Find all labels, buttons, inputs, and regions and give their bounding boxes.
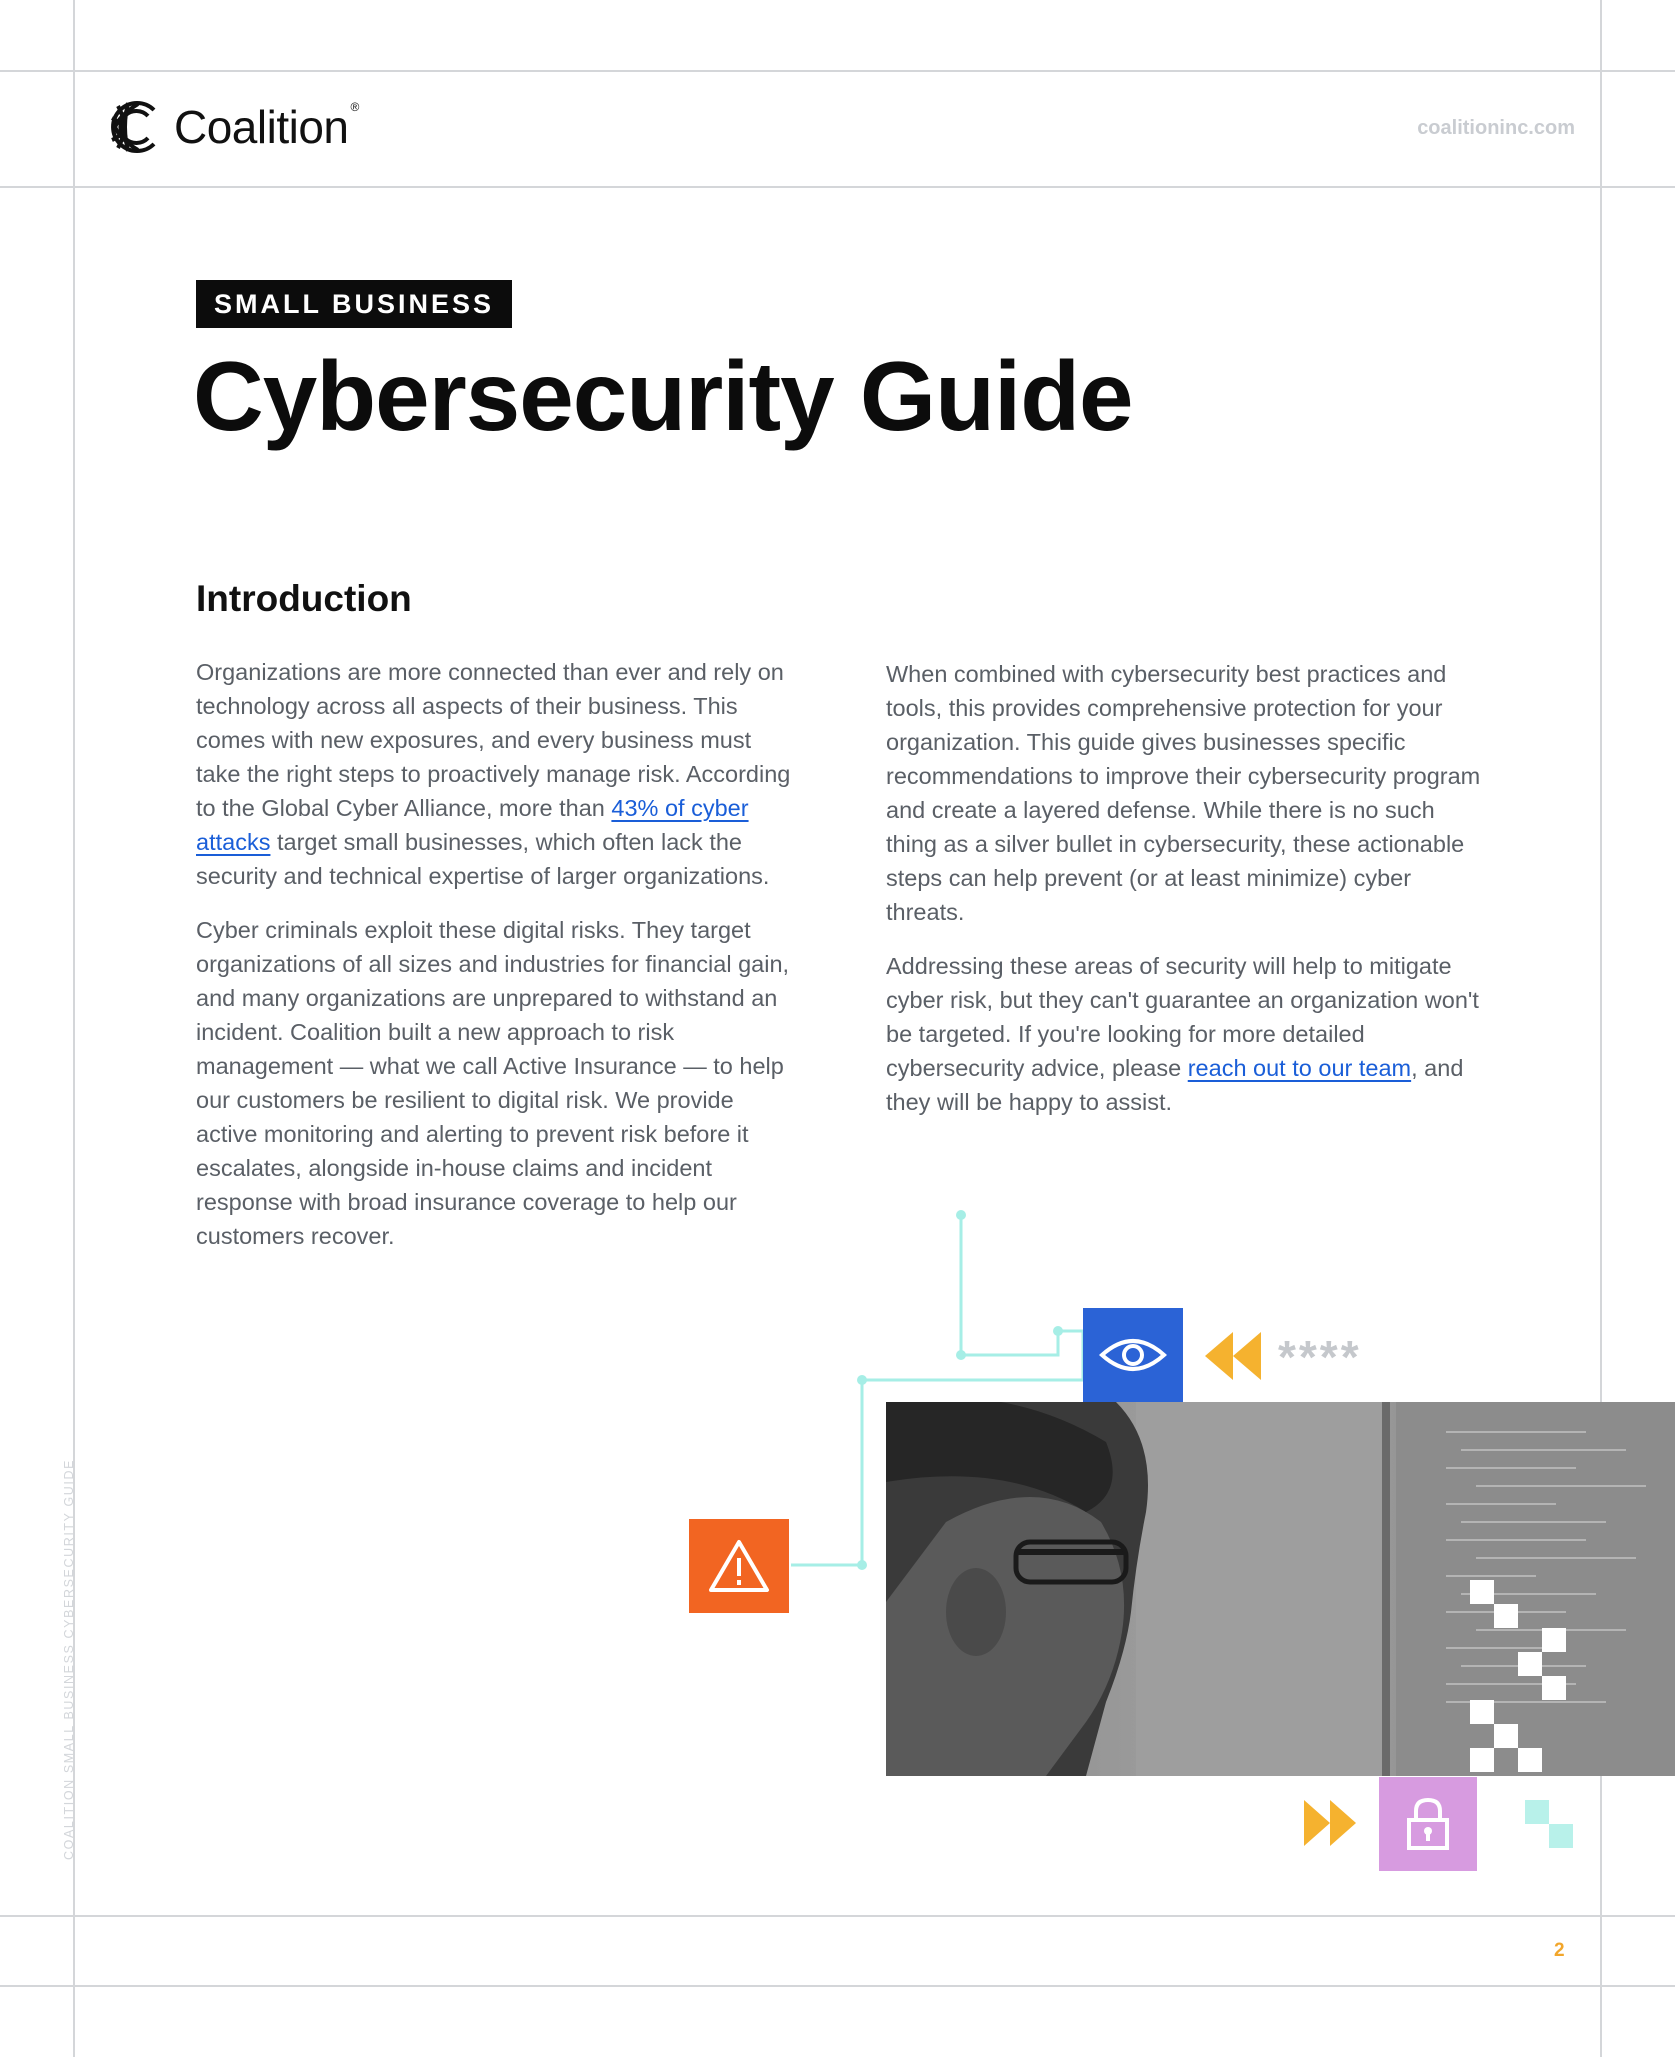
- eye-icon: [1098, 1333, 1168, 1377]
- page-title: Cybersecurity Guide: [193, 341, 1133, 451]
- paragraph-text: Addressing these areas of security will help to mitigate cyber risk, but they can't guarantee an organization won't be targeted. If you're looking for more detailed cybersecurity advice, please: [886, 953, 1479, 1081]
- header-rule: [0, 186, 1675, 188]
- bottom-rule: [0, 1985, 1675, 1987]
- page-number: 2: [1554, 1940, 1565, 1961]
- fast-forward-icon: [1304, 1800, 1356, 1846]
- paragraph-text: Organizations are more connected than ever and rely on technology across all aspects of their business. This comes with new exposures, and every business must take the right steps to proactively manage risk. According to the Global Cyber Alliance, more than: [196, 659, 791, 821]
- paragraph: When combined with cybersecurity best practices and tools, this provides comprehensive protection for your organization. This guide gives businesses specific recommendations to improve their cybersecurity program and create a layered defense. While there is no such thing as a silver bullet in cybersecurity, these actionable steps can help prevent (or at least minimize) cyber threats.: [886, 661, 1481, 925]
- paragraph-text: , and they will be happy to assist.: [886, 1055, 1464, 1115]
- paragraph: Cyber criminals exploit these digital risks. They target organizations of all sizes and industries for financial gain, and many organizations are unprepared to withstand an incident. Coalition built a new approach to risk management — what we call Active Insurance — to help our customers be resilient to digital risk. We provide active monitoring and alerting to prevent risk before it escalates, alongside in-house claims and incident response with broad insurance coverage to help our customers recover.: [196, 917, 790, 1249]
- site-url[interactable]: coalitioninc.com: [1417, 117, 1575, 139]
- warning-icon: [707, 1538, 771, 1594]
- warning-tile: [689, 1519, 789, 1613]
- eyebrow-label: SMALL BUSINESS: [196, 280, 512, 328]
- section-heading: Introduction: [196, 578, 412, 619]
- reach-out-link[interactable]: reach out to our team: [1187, 1055, 1412, 1081]
- cyber-attacks-stat-link[interactable]: 43% of cyber attacks: [196, 795, 749, 855]
- teal-squares: [1525, 1800, 1581, 1850]
- paragraph: [886, 949, 1486, 1119]
- intro-right-column: [886, 657, 1486, 1139]
- rewind-icon: [1205, 1332, 1261, 1380]
- coalition-logo-icon: [104, 96, 166, 158]
- lock-tile: [1379, 1777, 1477, 1871]
- document-side-label: COALITION SMALL BUSINESS CYBERSECURITY GUIDE: [62, 1458, 76, 1860]
- coalition-logo[interactable]: [104, 96, 359, 158]
- footer-rule: [0, 1915, 1675, 1917]
- paragraph: [196, 655, 796, 893]
- intro-left-column: [196, 655, 796, 1273]
- top-rule: [0, 70, 1675, 72]
- logo-wordmark: Coalition ®: [174, 100, 359, 153]
- eye-tile: [1083, 1308, 1183, 1402]
- lock-icon: [1405, 1796, 1451, 1852]
- paragraph-text: target small businesses, which often lack the security and technical expertise of larger organizations.: [196, 829, 770, 889]
- masked-password: ****: [1278, 1331, 1362, 1383]
